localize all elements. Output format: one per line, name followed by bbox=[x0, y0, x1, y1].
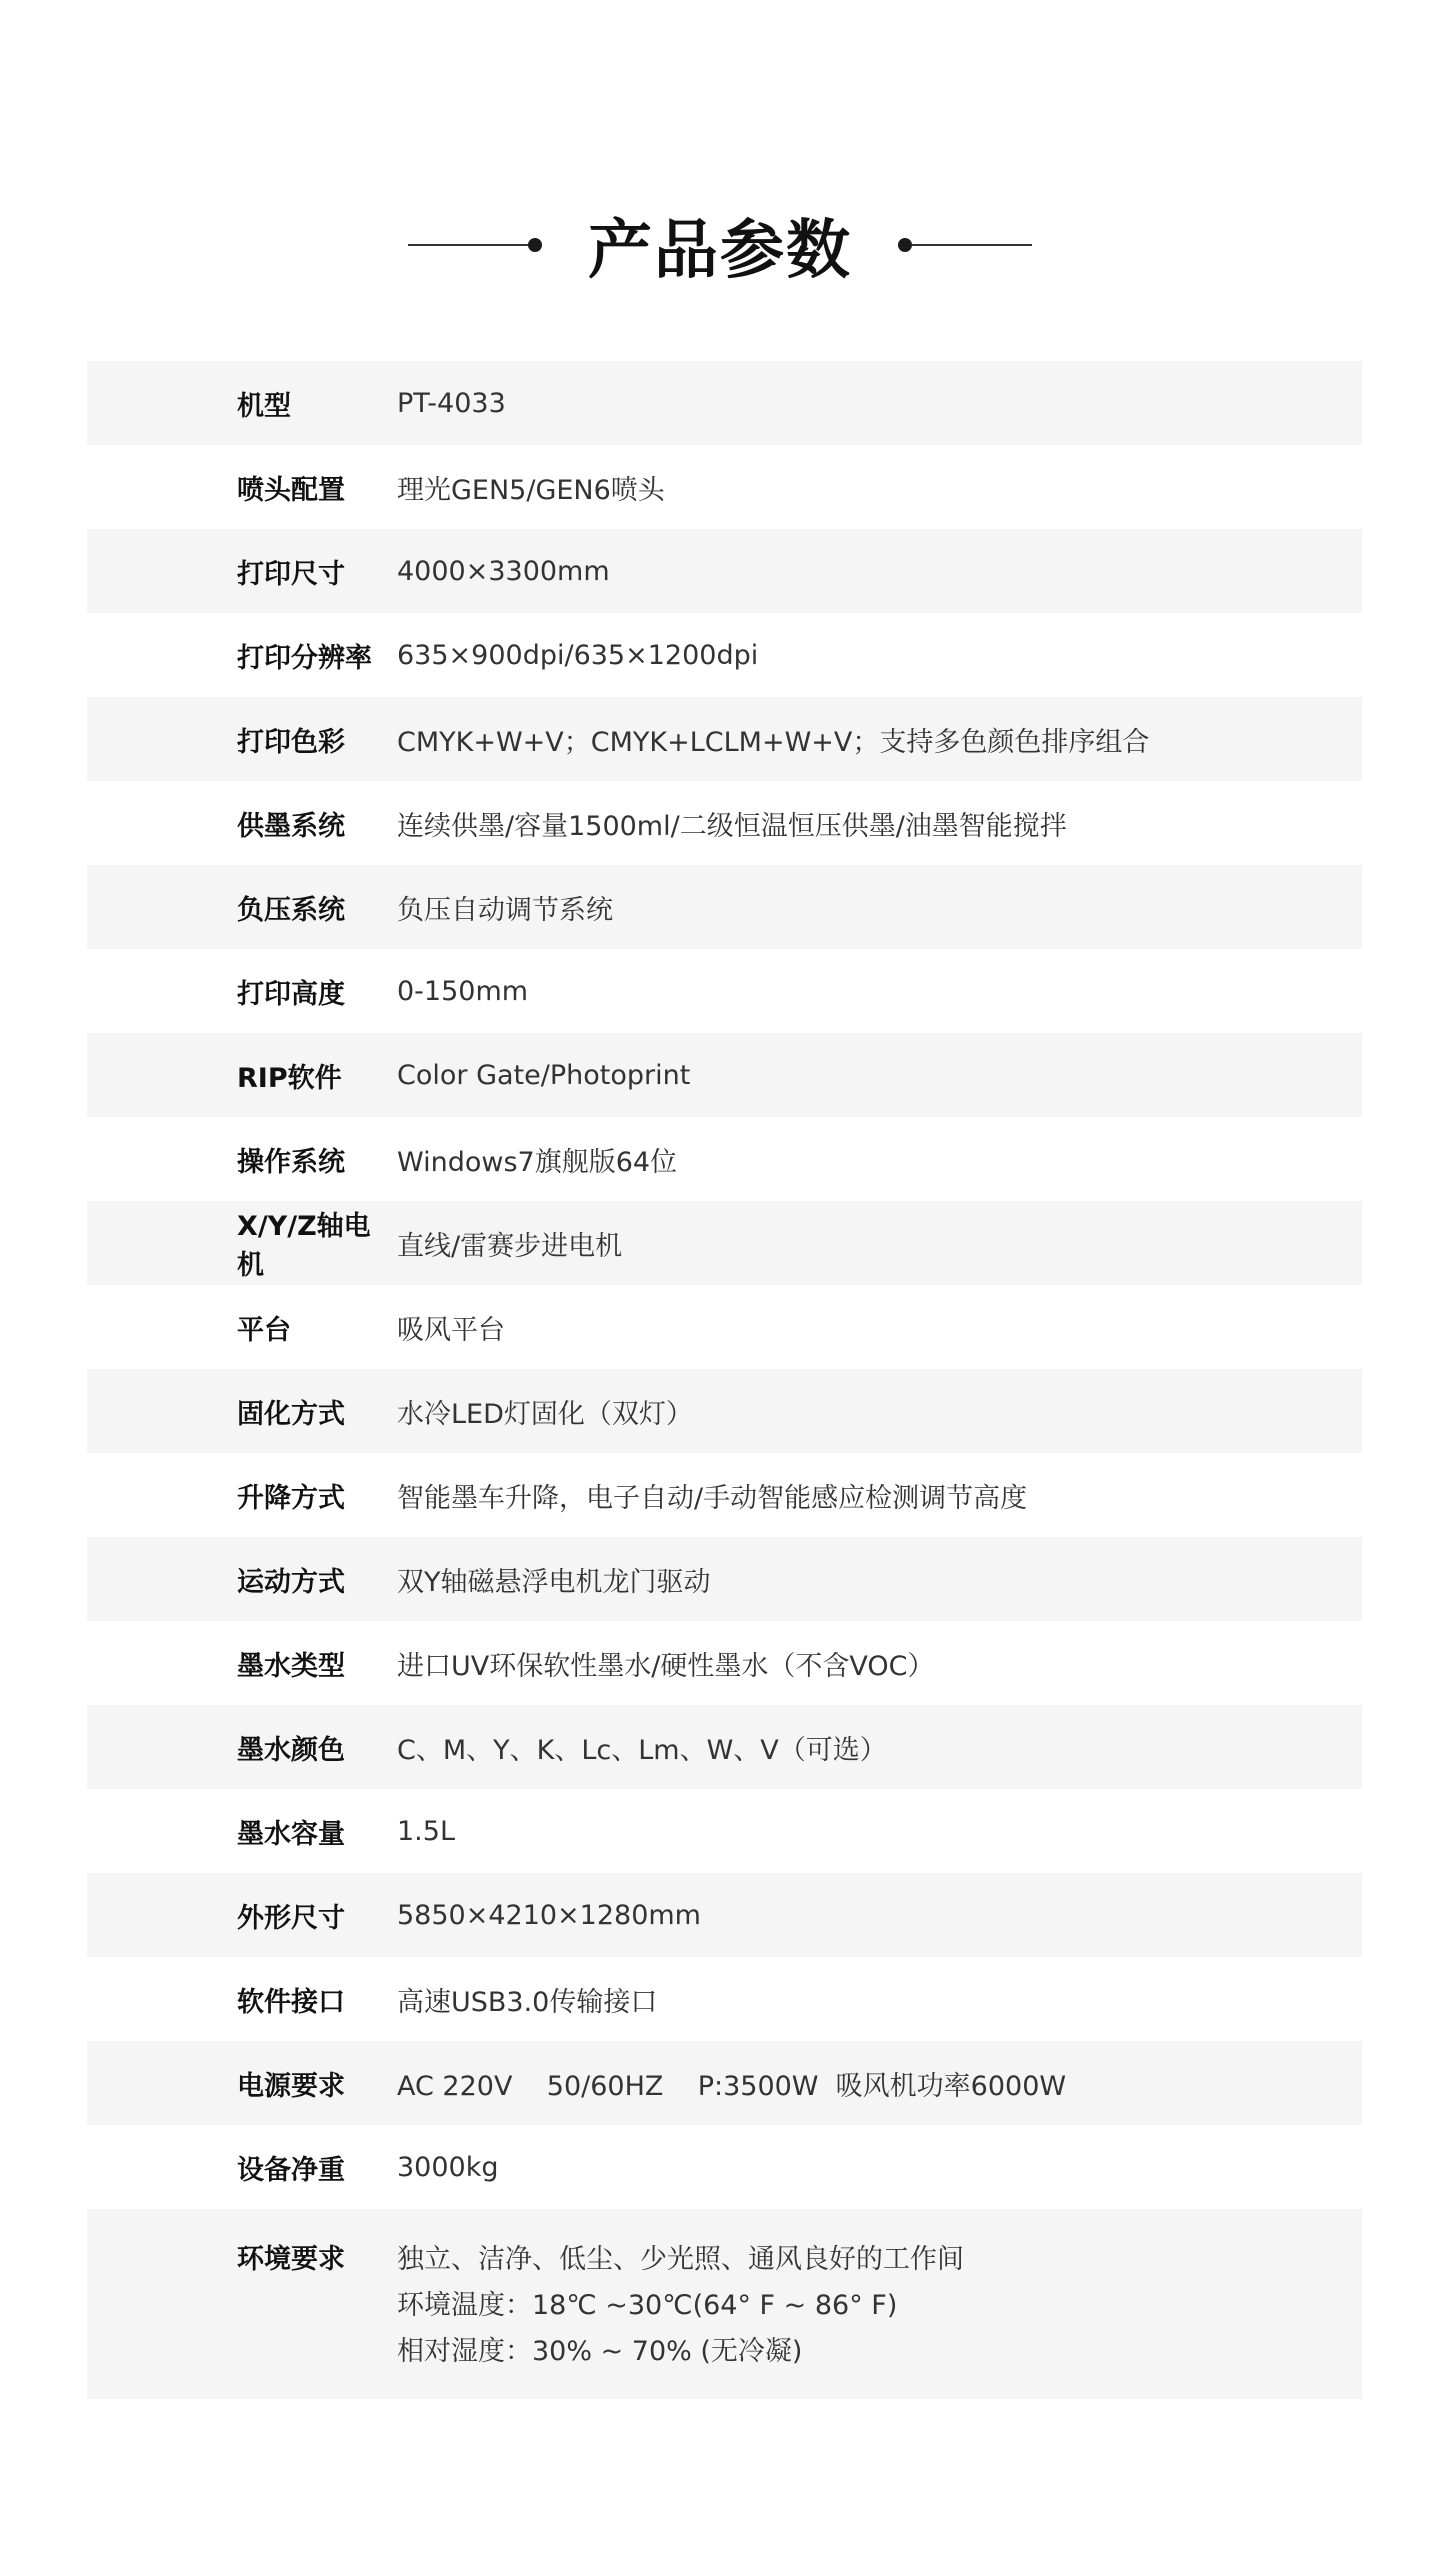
spec-table bbox=[87, 361, 1362, 2399]
spec-value: 连续供墨/容量1500ml/二级恒温恒压供墨/油墨智能搅拌 bbox=[397, 810, 1067, 842]
spec-label: 打印色彩 bbox=[237, 726, 345, 758]
spec-value: AC 220V 50/60HZ P:3500W 吸风机功率6000W bbox=[397, 2070, 1067, 2102]
spec-row bbox=[87, 1537, 1362, 1621]
spec-value: 水冷LED灯固化（双灯） bbox=[397, 1398, 693, 1430]
spec-label: 操作系统 bbox=[237, 1146, 345, 1178]
spec-row bbox=[87, 2125, 1362, 2209]
spec-row bbox=[87, 1789, 1362, 1873]
spec-label: 供墨系统 bbox=[237, 810, 345, 842]
spec-value: 5850×4210×1280mm bbox=[397, 1899, 701, 1931]
spec-value: 1.5L bbox=[397, 1815, 455, 1847]
spec-row bbox=[87, 865, 1362, 949]
spec-label: 打印尺寸 bbox=[237, 558, 345, 590]
spec-row bbox=[87, 697, 1362, 781]
spec-label: 环境要求 bbox=[237, 2244, 345, 2275]
spec-row bbox=[87, 1957, 1362, 2041]
spec-value: Windows7旗舰版64位 bbox=[397, 1146, 678, 1178]
spec-value: 双Y轴磁悬浮电机龙门驱动 bbox=[397, 1566, 711, 1598]
spec-row bbox=[87, 2041, 1362, 2125]
spec-label: 固化方式 bbox=[237, 1398, 345, 1430]
spec-label: 墨水颜色 bbox=[237, 1734, 345, 1766]
spec-row bbox=[87, 1033, 1362, 1117]
spec-value: PT-4033 bbox=[397, 387, 506, 419]
spec-label: 外形尺寸 bbox=[237, 1902, 345, 1934]
spec-value: 0-150mm bbox=[397, 975, 529, 1007]
spec-label: 电源要求 bbox=[237, 2070, 345, 2102]
spec-value: 高速USB3.0传输接口 bbox=[397, 1986, 658, 2018]
spec-row bbox=[87, 1705, 1362, 1789]
spec-row bbox=[87, 1873, 1362, 1957]
spec-row bbox=[87, 361, 1362, 445]
section-header bbox=[0, 205, 1440, 288]
spec-row bbox=[87, 781, 1362, 865]
spec-row bbox=[87, 1285, 1362, 1369]
spec-value: 635×900dpi/635×1200dpi bbox=[397, 639, 759, 671]
spec-value: 理光GEN5/GEN6喷头 bbox=[397, 474, 665, 506]
spec-row bbox=[87, 445, 1362, 529]
spec-label: 墨水类型 bbox=[237, 1650, 345, 1682]
spec-value: 3000kg bbox=[397, 2151, 499, 2183]
spec-value: 吸风平台 bbox=[397, 1314, 505, 1346]
spec-value: 智能墨车升降，电子自动/手动智能感应检测调节高度 bbox=[397, 1482, 1028, 1514]
spec-value: CMYK+W+V；CMYK+LCLM+W+V；支持多色颜色排序组合 bbox=[397, 726, 1150, 758]
spec-label: 软件接口 bbox=[237, 1986, 345, 2018]
spec-row bbox=[87, 949, 1362, 1033]
spec-label: 平台 bbox=[237, 1314, 291, 1346]
spec-label: 墨水容量 bbox=[237, 1818, 345, 1850]
spec-label: 打印高度 bbox=[237, 978, 345, 1010]
spec-row bbox=[87, 1201, 1362, 1285]
spec-value: 进口UV环保软性墨水/硬性墨水（不含VOC） bbox=[397, 1650, 935, 1682]
spec-label: 机型 bbox=[237, 390, 291, 422]
environment-line: 独立、洁净、低尘、少光照、通风良好的工作间 bbox=[397, 2244, 964, 2275]
spec-row bbox=[87, 529, 1362, 613]
spec-label: 升降方式 bbox=[237, 1482, 345, 1514]
spec-row bbox=[87, 1369, 1362, 1453]
spec-value: C、M、Y、K、Lc、Lm、W、V（可选） bbox=[397, 1734, 887, 1766]
environment-line: 环境温度：18℃ ~30℃(64° F ~ 86° F) bbox=[397, 2290, 898, 2321]
spec-label: 打印分辨率 bbox=[237, 642, 372, 674]
spec-label: 运动方式 bbox=[237, 1566, 345, 1598]
spec-value: 4000×3300mm bbox=[397, 555, 610, 587]
title-decoration-right bbox=[898, 238, 1032, 252]
spec-label: RIP软件 bbox=[237, 1062, 342, 1094]
environment-line: 相对湿度：30% ~ 70% (无冷凝) bbox=[397, 2336, 803, 2367]
spec-label: X/Y/Z轴电机 bbox=[237, 1211, 371, 1281]
spec-value-environment bbox=[397, 2237, 964, 2375]
spec-label: 负压系统 bbox=[237, 894, 345, 926]
spec-value: 负压自动调节系统 bbox=[397, 894, 613, 926]
page-title: 产品参数 bbox=[588, 214, 852, 288]
spec-row bbox=[87, 1117, 1362, 1201]
spec-value: Color Gate/Photoprint bbox=[397, 1059, 691, 1091]
spec-row bbox=[87, 1453, 1362, 1537]
spec-row bbox=[87, 613, 1362, 697]
spec-value: 直线/雷赛步进电机 bbox=[397, 1230, 623, 1262]
spec-row bbox=[87, 1621, 1362, 1705]
title-decoration-left bbox=[408, 238, 542, 252]
spec-row-environment bbox=[87, 2209, 1362, 2399]
spec-label: 喷头配置 bbox=[237, 474, 345, 506]
spec-label: 设备净重 bbox=[237, 2154, 345, 2186]
